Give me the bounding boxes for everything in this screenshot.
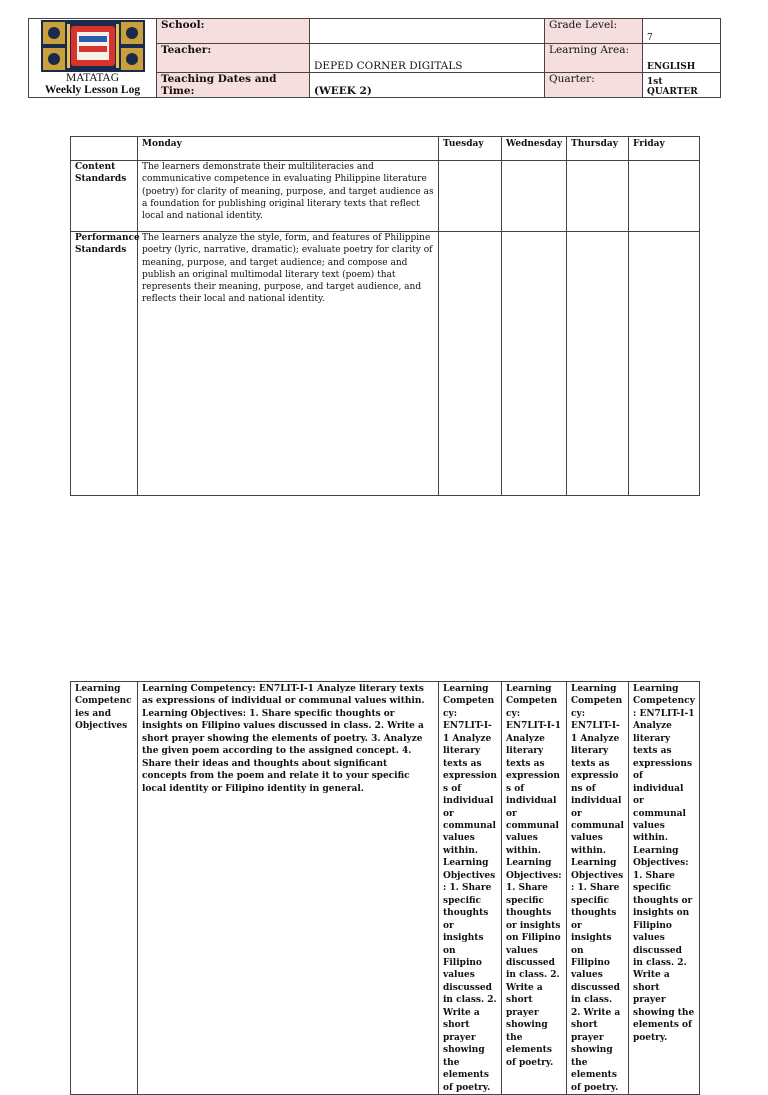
day-wednesday: Wednesday [502,137,567,161]
logo-caption-subtitle: Weekly Lesson Log [44,84,141,96]
day-thursday: Thursday [567,137,629,161]
content-standards-text: The learners demonstrate their multiliteracies and communicative competence in evaluating Philippine literature (poetry) for clarity of meaning, purpose, and target audience as a foundation for publishing original literary texts that reflect local and national identity. [138,161,439,232]
content-standards-row [71,161,700,232]
learning-area-value: ENGLISH [643,44,721,72]
performance-standards-text: The learners analyze the style, form, and features of Philippine poetry (lyric, narrative, dramatic); evaluate poetry for clarity of meaning, purpose, and target audience; and compose and publish an original multimodal literary text (poem) that represents their meaning, purpose, and target audience, and reflects their local and national identity. [138,232,439,496]
logo-cell [29,19,157,98]
performance-thursday-cell [567,232,629,496]
competencies-table [70,681,700,1095]
teaching-dates-value: (WEEK 2) [310,72,545,97]
content-tuesday-cell [439,161,502,232]
content-friday-cell [629,161,700,232]
competencies-thursday: Learning Competency: EN7LIT-I-1 Analyze literary texts as expressions of individual or communal values within. Learning Objectives: 1. Share specific thoughts or insights on Filipino values discussed in class. 2. Write a short prayer showing the elements of poetry. [567,682,629,1095]
competencies-tuesday: Learning Competency: EN7LIT-I-1 Analyze literary texts as expressions of individual or communal values within. Learning Objectives: 1. Share specific thoughts or insights on Filipino values discussed in class. 2. Write a short prayer showing the elements of poetry. [439,682,502,1095]
competencies-row [71,682,700,1095]
lesson-log-header [28,18,721,98]
corner-cell [71,137,138,161]
quarter-value: 1st QUARTER [643,72,721,97]
standards-table [70,136,700,496]
day-friday: Friday [629,137,700,161]
quarter-label: Quarter: [545,72,643,97]
competencies-friday: Learning Competency: EN7LIT-I-1 Analyze literary texts as expressions of individual or communal values within. Learning Objectives: 1. Share specific thoughts or insights on Filipino values discussed in class. 2. Write a short prayer showing the elements of poetry. [629,682,700,1095]
competencies-monday: Learning Competency: EN7LIT-I-1 Analyze literary texts as expressions of individual or communal values within. Learning Objectives: 1. Share specific thoughts or insights on Filipino values discussed in class. 2. Write a short prayer showing the elements of poetry. 3. Analyze the given poem according to the assigned concept. 4. Share their ideas and thoughts about significant concepts from the poem and relate it to your specific local identity or Filipino identity in general. [138,682,439,1095]
grade-level-value: 7 [643,19,721,44]
performance-tuesday-cell [439,232,502,496]
content-wednesday-cell [502,161,567,232]
competencies-wednesday: Learning Competency: EN7LIT-I-1 Analyze literary texts as expressions of individual or communal values within. Learning Objectives: 1. Share specific thoughts or insights on Filipino values discussed in class. 2. Write a short prayer showing the elements of poetry. [502,682,567,1095]
logo-caption [29,72,156,96]
school-value [310,19,545,44]
days-header-row [71,137,700,161]
performance-standards-label: Performance Standards [71,232,138,496]
performance-wednesday-cell [502,232,567,496]
teacher-label: Teacher: [157,44,310,72]
day-monday: Monday [138,137,439,161]
learning-area-label: Learning Area: [545,44,643,72]
content-thursday-cell [567,161,629,232]
content-standards-label: Content Standards [71,161,138,232]
day-tuesday: Tuesday [439,137,502,161]
competencies-label: Learning Competencies and Objectives [71,682,138,1095]
performance-standards-row [71,232,700,496]
deped-logo-icon [41,20,145,72]
teacher-value: DEPED CORNER DIGITALS [310,44,545,72]
logo-caption-title: MATATAG [65,72,120,84]
school-label: School: [157,19,310,44]
performance-friday-cell [629,232,700,496]
grade-level-label: Grade Level: [545,19,643,44]
teaching-dates-label: Teaching Dates and Time: [157,72,310,97]
